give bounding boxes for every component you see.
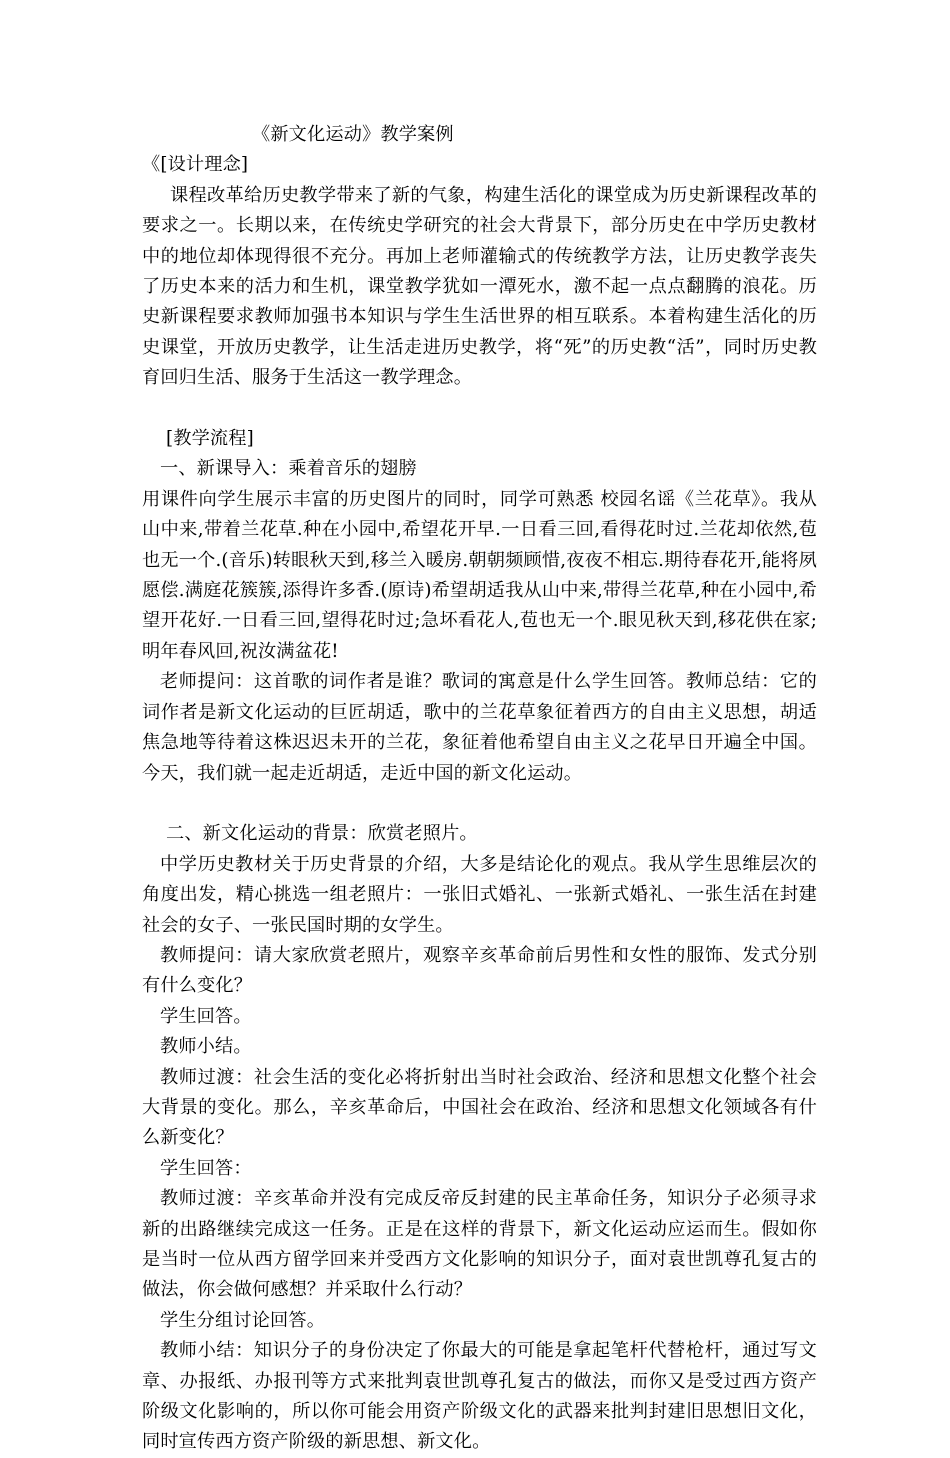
flow-heading: [教学流程] xyxy=(166,428,254,450)
section2-paragraph: 教师小结。 xyxy=(160,1036,252,1058)
section2-paragraph: 学生回答： xyxy=(160,1157,252,1179)
section2-paragraph: 教师提问：请大家欣赏老照片，观察辛亥革命前后男性和女性的服饰、发式分别有什么变化？ xyxy=(142,944,817,997)
document-body xyxy=(142,120,817,1458)
section2-heading: 二、新文化运动的背景：欣赏老照片。 xyxy=(166,823,478,845)
section2-paragraph: 教师过渡：社会生活的变化必将折射出当时社会政治、经济和思想文化整个社会大背景的变化。那么，辛亥革命后，中国社会在政治、经济和思想文化领域各有什么新变化？ xyxy=(142,1066,817,1149)
section2-paragraph: 中学历史教材关于历史背景的介绍，大多是结论化的观点。我从学生思维层次的角度出发，精心挑选一组老照片：一张旧式婚礼、一张新式婚礼、一张生活在封建社会的女子、一张民国时期的女学生。 xyxy=(142,853,817,936)
section1-paragraph: 用课件向学生展示丰富的历史图片的同时，同学可熟悉 校园名谣《兰花草》。我从山中来,带着兰花草.种在小园中,希望花开早.一日看三回,看得花时过.兰花却依然,苞也无一个.(音乐)转眼秋天到,移兰入暖房.朝朝频顾惜,夜夜不相忘.期待春花开,能将夙愿偿.满庭花簇簇,添得许多香.(原诗)希望胡适我从山中来,带得兰花草,种在小园中,希望开花好.一日看三回,望得花时过;急坏看花人,苞也无一个.眼见秋天到,移花供在家;明年春风回,祝汝满盆花! xyxy=(142,488,817,662)
section2-paragraph: 学生分组讨论回答。 xyxy=(160,1309,326,1331)
blank-line xyxy=(142,789,817,819)
blank-line xyxy=(142,394,817,424)
design-paragraph: 课程改革给历史教学带来了新的气象，构建生活化的课堂成为历史新课程改革的要求之一。长期以来，在传统史学研究的社会大背景下，部分历史在中学历史教材中的地位却体现得很不充分。再加上老师灌输式的传统教学方法，让历史教学丧失了历史本来的活力和生机，课堂教学犹如一潭死水，激不起一点点翻腾的浪花。历史新课程要求教师加强书本知识与学生生活世界的相互联系。本着构建生活化的历史课堂，开放历史教学，让生活走进历史教学，将“死”的历史教“活”，同时历史教育回归生活、服务于生活这一教学理念。 xyxy=(142,184,817,389)
section2-paragraph: 教师小结：知识分子的身份决定了你最大的可能是拿起笔杆代替枪杆，通过写文章、办报纸、办报刊等方式来批判袁世凯尊孔复古的做法，而你又是受过西方资产阶级文化影响的，所以你可能会用资产阶级文化的武器来批判封建旧思想旧文化，同时宣传西方资产阶级的新思想、新文化。 xyxy=(142,1340,817,1453)
design-heading: 《[设计理念] xyxy=(142,154,249,176)
section2-paragraph: 学生回答。 xyxy=(160,1005,252,1027)
section2-paragraph: 教师过渡：辛亥革命并没有完成反帝反封建的民主革命任务，知识分子必须寻求新的出路继续完成这一任务。正是在这样的背景下，新文化运动应运而生。假如你是当时一位从西方留学回来并受西方文化影响的知识分子，面对袁世凯尊孔复古的做法，你会做何感想？并采取什么行动？ xyxy=(142,1188,817,1301)
section1-heading: 一、新课导入：乘着音乐的翅膀 xyxy=(160,458,417,480)
section1-paragraph: 老师提问：这首歌的词作者是谁？歌词的寓意是什么学生回答。教师总结：它的词作者是新文化运动的巨匠胡适，歌中的兰花草象征着西方的自由主义思想，胡适焦急地等待着这株迟迟未开的兰花，象征着他希望自由主义之花早日开遍全中国。今天，我们就一起走近胡适，走近中国的新文化运动。 xyxy=(142,671,817,784)
document-title: 《新文化运动》教学案例 xyxy=(252,124,454,145)
